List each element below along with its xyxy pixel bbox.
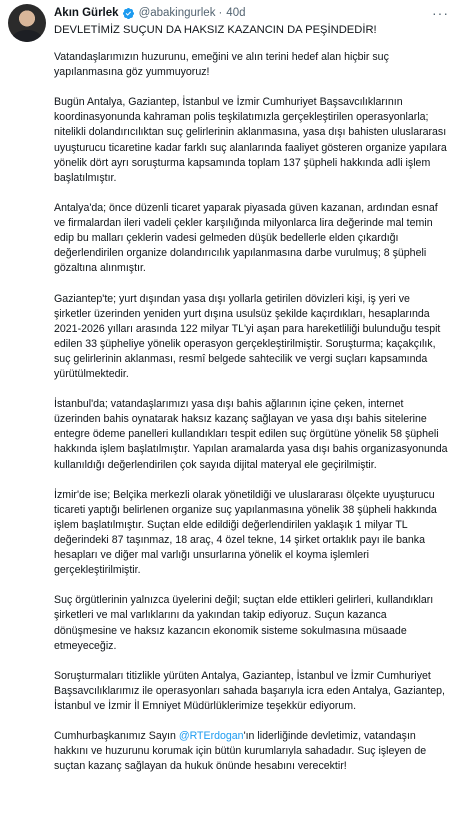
post-paragraph: Gaziantep'te; yurt dışından yasa dışı yollarla getirilen dövizleri kişi, iş yeri ve şirketler üzerinden yeniden yurt dışına usulsüz şekilde kaçırdıkları, hesaplarında 2021-2026 yılları arasında 122 milyar TL'yi aşan para hareketliliği bulunduğu tespit edilen 33 şüpheliye yönelik operasyon gerçekleştirilmiştir. Soruşturma; kaçakçılık, suç gelirlerinin aklanması, resmî belgede sahtecilik ve vergi suçları kapsamında yürütülmektedir. [54,292,441,380]
post-paragraph: İstanbul'da; vatandaşlarımızı yasa dışı bahis ağlarının içine çeken, internet üzerinden bahis oynatarak haksız kazanç sağlayan ve yasa dışı bahis sitelerine entegre ödeme panelleri kullandıkları tespit edilen suç örgütüne yönelik 58 şüpheli hakkında işlem başlatılmıştır. Yapılan aramalarda yasa dışı bahis organizasyonunda kullanıldığı değerlendirilen çok sayıda dijital materyal ele geçirilmiştir. [54,398,448,471]
post-paragraph: Soruşturmaları titizlikle yürüten Antalya, Gaziantep, İstanbul ve İzmir Cumhuriyet Başsavcılıklarımız ile operasyonları sahada başarıyla icra eden Antalya, Gaziantep, İstanbul ve İzmir İl Emniyet Müdürlüklerimize teşekkür ediyorum. [54,669,445,713]
post-paragraph: Suç örgütlerinin yalnızca üyelerini değil; suçtan elde ettikleri gelirleri, kullandıkları şirketleri ve mal varlıklarını da yakından takip ediyoruz. Suçun kazanca dönüşmesine ve haksız kazancın ekonomik sisteme sokulmasına müsaade etmeyeceğiz. [54,594,434,652]
post-paragraph: Antalya'da; önce düzenli ticaret yaparak piyasada güven kazanan, ardından esnaf ve firmalardan ileri vadeli çekler karşılığında milyonlarca lira değerinde mal temin edip bu malları çeklerin vadesi gelmeden düşük bedellerle elden çıkardığı değerlendirilen organize dolandırıcılık yapılanmasına darbe vurulmuş; 8 şüpheli gözaltına alınmıştır. [54,201,438,275]
closing-text-before: Cumhurbaşkanımız Sayın [54,730,179,743]
post-headline: DEVLETİMİZ SUÇUN DA HAKSIZ KAZANCIN DA PEŞİNDEDİR! [54,24,377,36]
more-options-icon[interactable]: ··· [432,5,449,21]
post-header [54,4,449,22]
post-age[interactable]: 40d [226,7,246,19]
post-paragraph: İzmir'de ise; Belçika merkezli olarak yönetildiği ve uluslararası ölçekte uyuşturucu ticareti yaptığı belirlenen organize suç yapılanmasına yönelik 38 şüpheli hakkında işlem başlatılmıştır. Suçtan elde edildiği değerlendirilen yaklaşık 1 milyar TL değerindeki 87 taşınmaz, 18 araç, 4 özel tekne, 14 şirket ortaklık payı ile banka hesapları ve diğer mal varlığı unsurlarına yönelik el koyma işlemleri gerçekleştirilmiştir. [54,488,437,577]
closing-text-after: 'ın liderliğinde devletimiz, vatandaşın hakkını ve huzurunu korumak için bütün kurumlarıyla sahadadır. Suç işleyen de suçtan kazanç sağlayan da hukuk önünde hesabını verecektir! [54,730,427,773]
post-paragraph: Vatandaşlarımızın huzurunu, emeğini ve alın terini hedef alan hiçbir suç yapılanmasına göz yummuyoruz! [54,51,389,79]
separator-dot: · [218,7,223,19]
display-name[interactable]: Akın Gürlek [54,7,119,19]
post-closing-paragraph [54,729,449,774]
mention-link[interactable]: @RTErdogan [178,730,244,743]
user-handle[interactable]: @abakingurlek [138,7,216,19]
verified-badge-icon [122,7,135,20]
avatar[interactable] [8,4,46,42]
avatar-shirt [12,30,42,42]
post-body [54,50,449,790]
post-paragraph: Bugün Antalya, Gaziantep, İstanbul ve İzmir Cumhuriyet Başsavcılıklarının koordinasyonunda kahraman polis teşkilatımızla gerçekleştirilen operasyonlarla; nitelikli dolandırıcılıktan suç gelirlerinin aklanmasına, yasa dışı bahisten uluslararası uyuşturucu ticaretine kadar farklı suç alanlarında faaliyet gösteren organize yapılara yönelik dört ayrı soruşturma kapsamında toplam 137 şüpheli hakkında adli işlem başlatılmıştır. [54,96,447,184]
